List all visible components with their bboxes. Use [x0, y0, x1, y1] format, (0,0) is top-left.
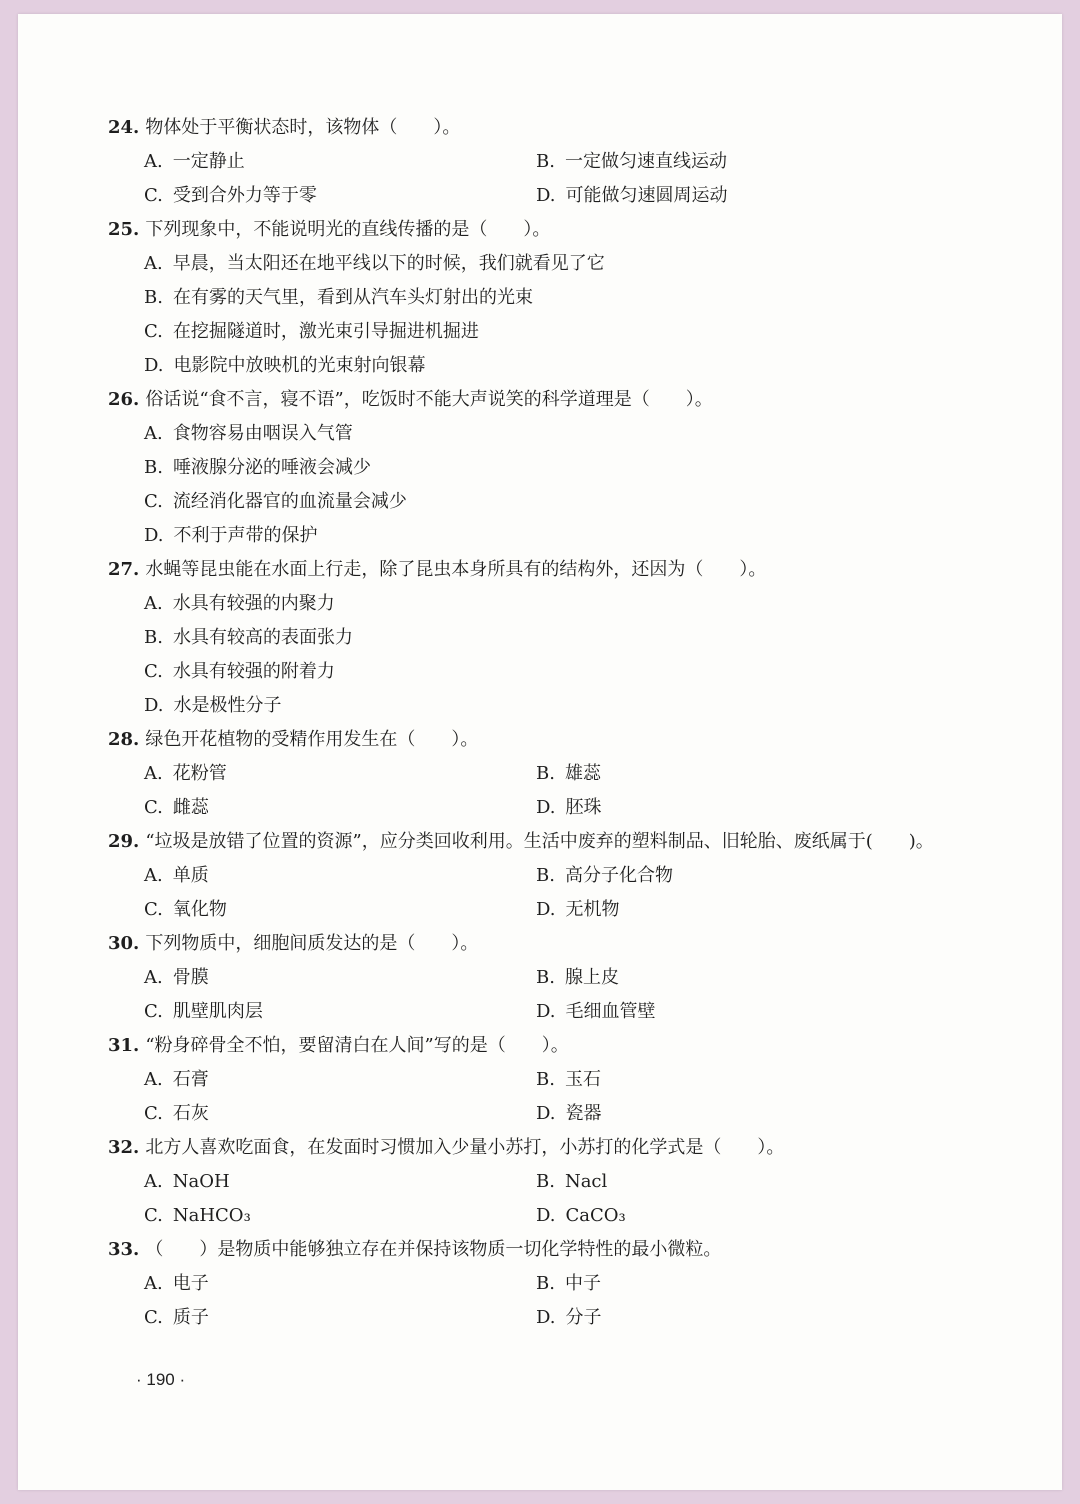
option-letter: B.	[144, 457, 163, 478]
option-d	[144, 349, 426, 383]
question-stem	[108, 825, 1028, 859]
question-stem	[108, 723, 1028, 757]
option-text: 高分子化合物	[564, 865, 673, 886]
option-c	[144, 995, 536, 1029]
option-row	[108, 1267, 1028, 1301]
option-text: 一定静止	[172, 151, 245, 172]
option-b	[536, 757, 928, 791]
option-text: NaOH	[172, 1171, 230, 1192]
option-c	[144, 893, 536, 927]
option-a	[144, 1063, 536, 1097]
option-c	[144, 791, 536, 825]
option-text: NaHCO₃	[172, 1205, 251, 1226]
option-row	[108, 621, 1028, 655]
document-page	[18, 14, 1062, 1490]
option-text: 肌壁肌肉层	[172, 1001, 263, 1022]
option-a	[144, 1165, 536, 1199]
question-text: “粉身碎骨全不怕，要留清白在人间”写的是（ ）。	[145, 1035, 569, 1056]
option-row	[108, 791, 1028, 825]
question-stem	[108, 383, 1028, 417]
option-text: 水是极性分子	[173, 695, 282, 716]
option-letter: A.	[144, 151, 163, 172]
option-letter: C.	[144, 899, 163, 920]
option-row	[108, 893, 1028, 927]
option-letter: C.	[144, 661, 163, 682]
question-number: 33.	[108, 1239, 140, 1260]
option-letter: D.	[536, 1307, 556, 1328]
option-text: 石灰	[172, 1103, 209, 1124]
option-row	[108, 1199, 1028, 1233]
option-text: 花粉管	[172, 763, 227, 784]
option-row	[108, 655, 1028, 689]
question-text: 北方人喜欢吃面食，在发面时习惯加入少量小苏打，小苏打的化学式是（ ）。	[145, 1137, 785, 1158]
question-stem	[108, 553, 1028, 587]
question-25	[108, 213, 1028, 383]
option-letter: C.	[144, 1103, 163, 1124]
question-33	[108, 1233, 1028, 1335]
option-letter: A.	[144, 423, 163, 444]
option-text: 水具有较强的附着力	[172, 661, 335, 682]
option-a	[144, 961, 536, 995]
option-letter: D.	[536, 1001, 556, 1022]
question-24	[108, 111, 1028, 213]
question-number: 31.	[108, 1035, 140, 1056]
option-row	[108, 349, 1028, 383]
option-text: 不利于声带的保护	[173, 525, 318, 546]
option-text: 食物容易由咽误入气管	[172, 423, 353, 444]
option-letter: A.	[144, 763, 163, 784]
question-27	[108, 553, 1028, 723]
question-26	[108, 383, 1028, 553]
option-d	[536, 791, 928, 825]
option-letter: D.	[536, 797, 556, 818]
option-text: 中子	[564, 1273, 601, 1294]
option-c	[144, 179, 536, 213]
option-row	[108, 859, 1028, 893]
option-b	[536, 1063, 928, 1097]
option-letter: C.	[144, 797, 163, 818]
question-30	[108, 927, 1028, 1029]
question-29	[108, 825, 1028, 927]
question-text: 下列物质中，细胞间质发达的是（ ）。	[145, 933, 479, 954]
option-row	[108, 1165, 1028, 1199]
option-d	[536, 1301, 928, 1335]
option-text: 石膏	[172, 1069, 209, 1090]
question-text: （ ）是物质中能够独立存在并保持该物质一切化学特性的最小微粒。	[145, 1239, 722, 1260]
option-text: 毛细血管壁	[565, 1001, 656, 1022]
option-letter: D.	[536, 1103, 556, 1124]
option-text: 分子	[565, 1307, 602, 1328]
option-row	[108, 179, 1028, 213]
option-text: 在有雾的天气里，看到从汽车头灯射出的光束	[172, 287, 533, 308]
option-a	[144, 859, 536, 893]
option-text: 氧化物	[172, 899, 227, 920]
question-number: 27.	[108, 559, 140, 580]
option-row	[108, 961, 1028, 995]
option-letter: D.	[536, 1205, 556, 1226]
question-number: 28.	[108, 729, 140, 750]
option-letter: C.	[144, 321, 163, 342]
option-c	[144, 315, 479, 349]
option-row	[108, 689, 1028, 723]
option-letter: D.	[144, 525, 164, 546]
option-a	[144, 247, 605, 281]
option-text: 在挖掘隧道时，激光束引导掘进机掘进	[172, 321, 479, 342]
option-row	[108, 519, 1028, 553]
option-row	[108, 587, 1028, 621]
option-letter: A.	[144, 593, 163, 614]
option-row	[108, 1063, 1028, 1097]
question-text: 俗话说“食不言，寝不语”，吃饭时不能大声说笑的科学道理是（ ）。	[145, 389, 713, 410]
option-text: 骨膜	[172, 967, 209, 988]
option-c	[144, 485, 407, 519]
option-c	[144, 1097, 536, 1131]
option-text: 流经消化器官的血流量会减少	[172, 491, 407, 512]
option-row	[108, 757, 1028, 791]
option-letter: A.	[144, 1273, 163, 1294]
question-stem	[108, 1029, 1028, 1063]
option-letter: C.	[144, 185, 163, 206]
option-a	[144, 1267, 536, 1301]
question-31	[108, 1029, 1028, 1131]
option-row	[108, 145, 1028, 179]
option-row	[108, 485, 1028, 519]
option-c	[144, 1301, 536, 1335]
question-number: 32.	[108, 1137, 140, 1158]
option-b	[144, 451, 371, 485]
option-text: 一定做匀速直线运动	[564, 151, 727, 172]
option-a	[144, 417, 353, 451]
option-d	[536, 893, 928, 927]
option-text: Nacl	[564, 1171, 608, 1192]
page-number: · 190 ·	[136, 1370, 186, 1389]
option-letter: D.	[144, 695, 164, 716]
option-row	[108, 995, 1028, 1029]
question-text: 物体处于平衡状态时，该物体（ ）。	[145, 117, 461, 138]
option-text: 水具有较强的内聚力	[172, 593, 335, 614]
question-stem	[108, 1233, 1028, 1267]
question-number: 30.	[108, 933, 140, 954]
option-row	[108, 281, 1028, 315]
option-text: 瓷器	[565, 1103, 602, 1124]
option-letter: B.	[144, 627, 163, 648]
option-letter: B.	[536, 151, 555, 172]
option-letter: C.	[144, 1205, 163, 1226]
option-b	[536, 1165, 928, 1199]
option-letter: D.	[536, 899, 556, 920]
option-letter: D.	[144, 355, 164, 376]
option-text: 电子	[172, 1273, 209, 1294]
option-text: CaCO₃	[565, 1205, 626, 1226]
option-a	[144, 757, 536, 791]
option-letter: B.	[536, 1069, 555, 1090]
question-stem	[108, 1131, 1028, 1165]
option-text: 受到合外力等于零	[172, 185, 317, 206]
question-text: “垃圾是放错了位置的资源”，应分类回收利用。生活中废弃的塑料制品、旧轮胎、废纸属于( )。	[145, 831, 934, 852]
option-text: 水具有较高的表面张力	[172, 627, 353, 648]
option-letter: B.	[144, 287, 163, 308]
question-number: 26.	[108, 389, 140, 410]
question-stem	[108, 927, 1028, 961]
option-letter: C.	[144, 1307, 163, 1328]
option-d	[536, 179, 928, 213]
option-d	[536, 1199, 928, 1233]
option-text: 腺上皮	[564, 967, 619, 988]
option-text: 唾液腺分泌的唾液会减少	[172, 457, 371, 478]
question-stem	[108, 213, 1028, 247]
option-letter: B.	[536, 967, 555, 988]
option-letter: B.	[536, 1171, 555, 1192]
option-d	[144, 519, 318, 553]
question-number: 25.	[108, 219, 140, 240]
option-b	[536, 859, 928, 893]
question-32	[108, 1131, 1028, 1233]
option-text: 早晨，当太阳还在地平线以下的时候，我们就看见了它	[172, 253, 605, 274]
question-text: 绿色开花植物的受精作用发生在（ ）。	[145, 729, 479, 750]
option-text: 质子	[172, 1307, 209, 1328]
option-text: 可能做匀速圆周运动	[565, 185, 728, 206]
question-number: 24.	[108, 117, 140, 138]
question-list	[108, 111, 1028, 1335]
question-text: 水蝇等昆虫能在水面上行走，除了昆虫本身所具有的结构外，还因为（ ）。	[145, 559, 767, 580]
option-d	[144, 689, 282, 723]
option-row	[108, 417, 1028, 451]
option-b	[536, 961, 928, 995]
question-text: 下列现象中，不能说明光的直线传播的是（ ）。	[145, 219, 551, 240]
option-text: 单质	[172, 865, 209, 886]
option-row	[108, 1301, 1028, 1335]
option-b	[144, 621, 353, 655]
option-b	[536, 1267, 928, 1301]
option-text: 雌蕊	[172, 797, 209, 818]
option-letter: B.	[536, 763, 555, 784]
option-letter: C.	[144, 491, 163, 512]
option-text: 雄蕊	[564, 763, 601, 784]
option-c	[144, 1199, 536, 1233]
option-a	[144, 587, 335, 621]
option-letter: A.	[144, 1069, 163, 1090]
option-row	[108, 315, 1028, 349]
option-row	[108, 1097, 1028, 1131]
question-stem	[108, 111, 1028, 145]
option-text: 无机物	[565, 899, 620, 920]
option-b	[144, 281, 533, 315]
option-a	[144, 145, 536, 179]
option-letter: A.	[144, 865, 163, 886]
option-text: 电影院中放映机的光束射向银幕	[173, 355, 426, 376]
option-letter: B.	[536, 865, 555, 886]
option-d	[536, 995, 928, 1029]
option-c	[144, 655, 335, 689]
question-28	[108, 723, 1028, 825]
option-letter: C.	[144, 1001, 163, 1022]
option-letter: A.	[144, 253, 163, 274]
option-letter: D.	[536, 185, 556, 206]
option-letter: A.	[144, 1171, 163, 1192]
option-letter: A.	[144, 967, 163, 988]
option-letter: B.	[536, 1273, 555, 1294]
option-row	[108, 247, 1028, 281]
option-text: 玉石	[564, 1069, 601, 1090]
question-number: 29.	[108, 831, 140, 852]
option-d	[536, 1097, 928, 1131]
option-b	[536, 145, 928, 179]
option-text: 胚珠	[565, 797, 602, 818]
option-row	[108, 451, 1028, 485]
